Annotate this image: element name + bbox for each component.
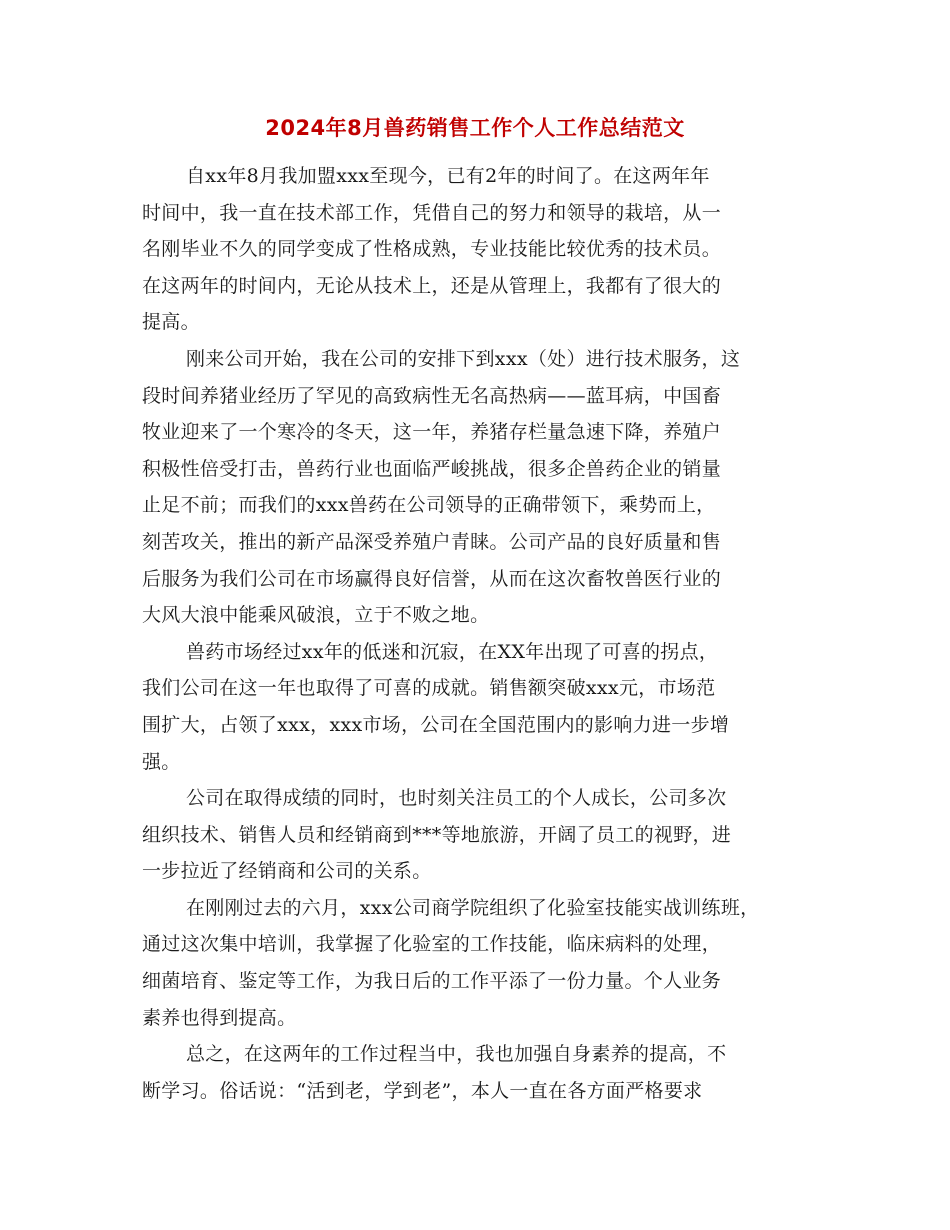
text-line: 围扩大，占领了xxx，xxx市场，公司在全国范围内的影响力进一步增 [142,713,730,736]
text-line: 止足不前；而我们的xxx兽药在公司领导的正确带领下，乘势而上， [142,494,716,517]
text-line: 大风大浪中能乘风破浪，立于不败之地。 [142,604,490,627]
text-line: 提高。 [142,311,200,334]
text-line: 组织技术、销售人员和经销商到***等地旅游，开阔了员工的视野，进 [142,823,732,846]
text-line: 细菌培育、鉴定等工作，为我日后的工作平添了一份力量。个人业务 [142,970,722,993]
text-line: 在这两年的时间内，无论从技术上，还是从管理上，我都有了很大的 [142,274,722,297]
text-line: 名刚毕业不久的同学变成了性格成熟，专业技能比较优秀的技术员。 [142,238,722,261]
text-line: 刻苦攻关，推出的新产品深受养殖户青睐。公司产品的良好质量和售 [142,530,722,553]
text-line: 牧业迎来了一个寒冷的冬天，这一年，养猪存栏量急速下降，养殖户 [142,421,722,444]
text-line: 强。 [142,750,181,773]
text-line: 在刚刚过去的六月，xxx公司商学院组织了化验室技能实战训练班， [186,896,760,919]
text-line: 公司在取得成绩的同时，也时刻关注员工的个人成长，公司多次 [186,787,727,810]
text-line: 断学习。俗话说：“活到老，学到老”，本人一直在各方面严格要求 [142,1079,703,1102]
text-line: 总之，在这两年的工作过程当中，我也加强自身素养的提高，不 [186,1043,727,1066]
text-line: 通过这次集中培训，我掌握了化验室的工作技能，临床病料的处理， [142,933,722,956]
text-line: 积极性倍受打击，兽药行业也面临严峻挑战，很多企兽药企业的销量 [142,457,722,480]
text-line: 兽药市场经过xx年的低迷和沉寂，在XX年出现了可喜的拐点， [186,640,719,663]
text-line: 段时间养猪业经历了罕见的高致病性无名高热病——蓝耳病，中国畜 [142,384,722,407]
document-title: 2024年8月兽药销售工作个人工作总结范文 [265,116,685,140]
text-line: 我们公司在这一年也取得了可喜的成就。销售额突破xxx元，市场范 [142,677,716,700]
text-line: 自xx年8月我加盟xxx至现今，已有2年的时间了。在这两年年 [186,165,710,187]
text-line: 刚来公司开始，我在公司的安排下到xxx（处）进行技术服务，这 [186,347,741,370]
text-line: 时间中，我一直在技术部工作，凭借自己的努力和领导的栽培，从一 [142,201,722,224]
document-body [142,158,822,1109]
text-line: 素养也得到提高。 [142,1006,297,1029]
text-line: 后服务为我们公司在市场赢得良好信誉，从而在这次畜牧兽医行业的 [142,567,722,590]
text-line: 一步拉近了经销商和公司的关系。 [142,860,432,883]
